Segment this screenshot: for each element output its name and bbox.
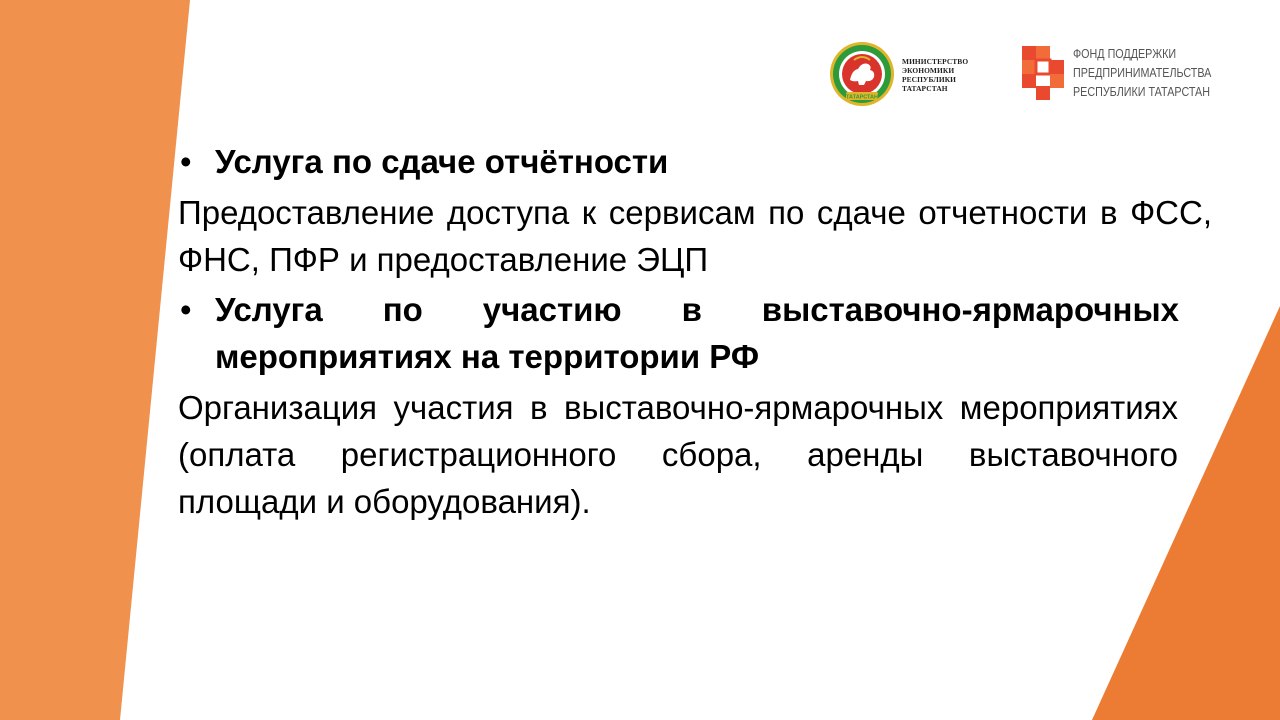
ministry-name <box>902 57 992 93</box>
bullet-icon: • <box>180 143 192 180</box>
service-desc-reporting: Предоставление доступа к сервисам по сдаче отчетности в ФСС, ФНС, ПФР и предоставление ЭЦП <box>178 194 1212 278</box>
ministry-line-1: МИНИСТЕРСТВО <box>902 57 969 66</box>
tatarstan-emblem-icon <box>828 40 896 108</box>
fund-line-1: ФОНД ПОДДЕРЖКИ <box>1073 47 1177 61</box>
ministry-line-2: ЭКОНОМИКИ <box>902 66 955 75</box>
service-item-reporting <box>178 138 1212 185</box>
service-item-exhibitions <box>178 286 1179 380</box>
header-logos <box>828 40 1248 110</box>
service-title-reporting: Услуга по сдаче отчётности <box>215 143 669 180</box>
fund-name <box>1073 45 1224 102</box>
fund-logo-icon <box>1022 46 1064 100</box>
service-desc-exhibitions: Организация участия в выставочно-ярмарочных мероприятиях (оплата регистрационного сбора, аренды выставочного площади и оборудования). <box>178 389 1178 520</box>
slide-content <box>178 138 1212 525</box>
emblem-ring-text: ТАТАРСТАН <box>845 94 879 101</box>
fund-line-3: РЕСПУБЛИКИ ТАТАРСТАН <box>1073 85 1210 99</box>
ministry-line-4: ТАТАРСТАН <box>902 84 948 93</box>
left-orange-stripe <box>0 0 190 720</box>
fund-line-2: ПРЕДПРИНИМАТЕЛЬСТВА <box>1073 66 1212 80</box>
service-title-exhibitions: Услуга по участию в выставочно-ярмарочных мероприятиях на территории РФ <box>215 291 1179 375</box>
bullet-icon: • <box>180 291 192 328</box>
ministry-line-3: РЕСПУБЛИКИ <box>902 75 957 84</box>
